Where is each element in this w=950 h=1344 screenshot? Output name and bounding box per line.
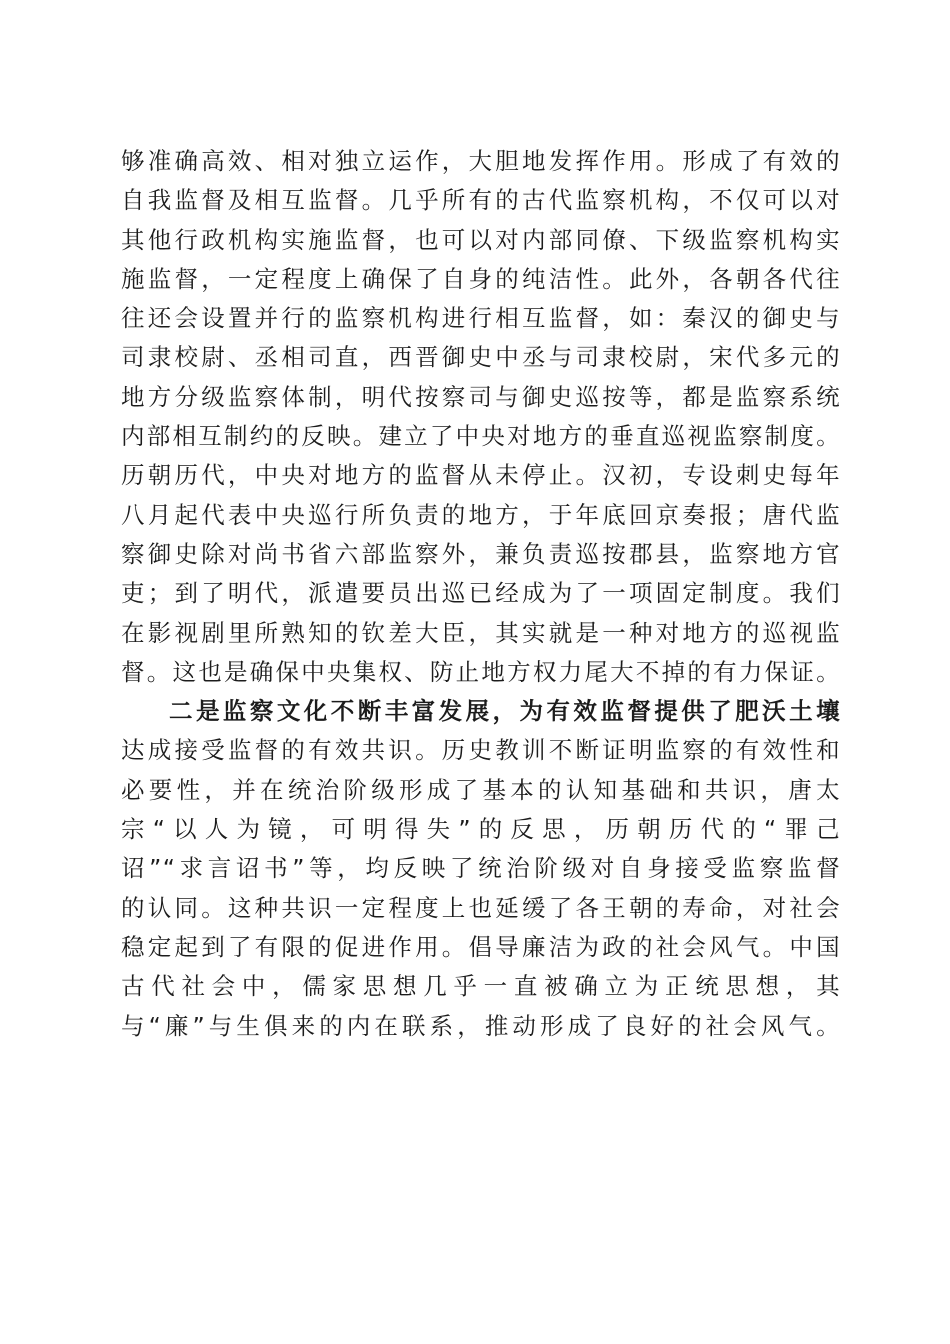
text-line: 的认同。这种共识一定程度上也延缓了各王朝的寿命，对社会 — [121, 893, 841, 922]
text-line: 宗“以人为镜，可明得失”的反思，历朝历代的“罪己 — [121, 815, 841, 844]
text-line: 自我监督及相互监督。几乎所有的古代监察机构，不仅可以对 — [121, 186, 841, 215]
text-line: 够准确高效、相对独立运作，大胆地发挥作用。形成了有效的 — [121, 147, 841, 175]
text-line: 察御史除对尚书省六部监察外，兼负责巡按郡县，监察地方官 — [121, 539, 841, 568]
body-text — [121, 142, 841, 1046]
text-line: 必要性，并在统治阶级形成了基本的认知基础和共识，唐太 — [121, 775, 841, 804]
text-line: 吏；到了明代，派遣要员出巡已经成为了一项固定制度。我们 — [121, 579, 841, 608]
text-line: 内部相互制约的反映。建立了中央对地方的垂直巡视监察制度。 — [121, 422, 841, 451]
text-line: 地方分级监察体制，明代按察司与御史巡按等，都是监察系统 — [121, 382, 841, 411]
text-line: 稳定起到了有限的促进作用。倡导廉洁为政的社会风气。中国 — [121, 932, 841, 961]
text-line: 施监督，一定程度上确保了自身的纯洁性。此外，各朝各代往 — [121, 264, 841, 293]
text-line: 司隶校尉、丞相司直，西晋御史中丞与司隶校尉，宋代多元的 — [121, 343, 841, 372]
text-line: 古代社会中，儒家思想几乎一直被确立为正统思想，其 — [121, 972, 841, 1001]
text-line: 与“廉”与生俱来的内在联系，推动形成了良好的社会风气。 — [121, 1011, 841, 1040]
text-line: 督。这也是确保中央集权、防止地方权力尾大不掉的有力保证。 — [121, 657, 841, 686]
text-line: 历朝历代，中央对地方的监督从未停止。汉初，专设刺史每年 — [121, 461, 841, 490]
text-line: 八月起代表中央巡行所负责的地方，于年底回京奏报；唐代监 — [121, 500, 841, 529]
section-heading-line: 二是监察文化不断丰富发展，为有效监督提供了肥沃土壤 — [169, 697, 841, 726]
text-line: 达成接受监督的有效共识。历史教训不断证明监察的有效性和 — [121, 736, 841, 765]
text-line: 往还会设置并行的监察机构进行相互监督，如：秦汉的御史与 — [121, 304, 841, 333]
text-line: 其他行政机构实施监督，也可以对内部同僚、下级监察机构实 — [121, 225, 841, 254]
text-line: 在影视剧里所熟知的钦差大臣，其实就是一种对地方的巡视监 — [121, 618, 841, 647]
text-line: 诏”“求言诏书”等，均反映了统治阶级对自身接受监察监督 — [121, 854, 841, 883]
